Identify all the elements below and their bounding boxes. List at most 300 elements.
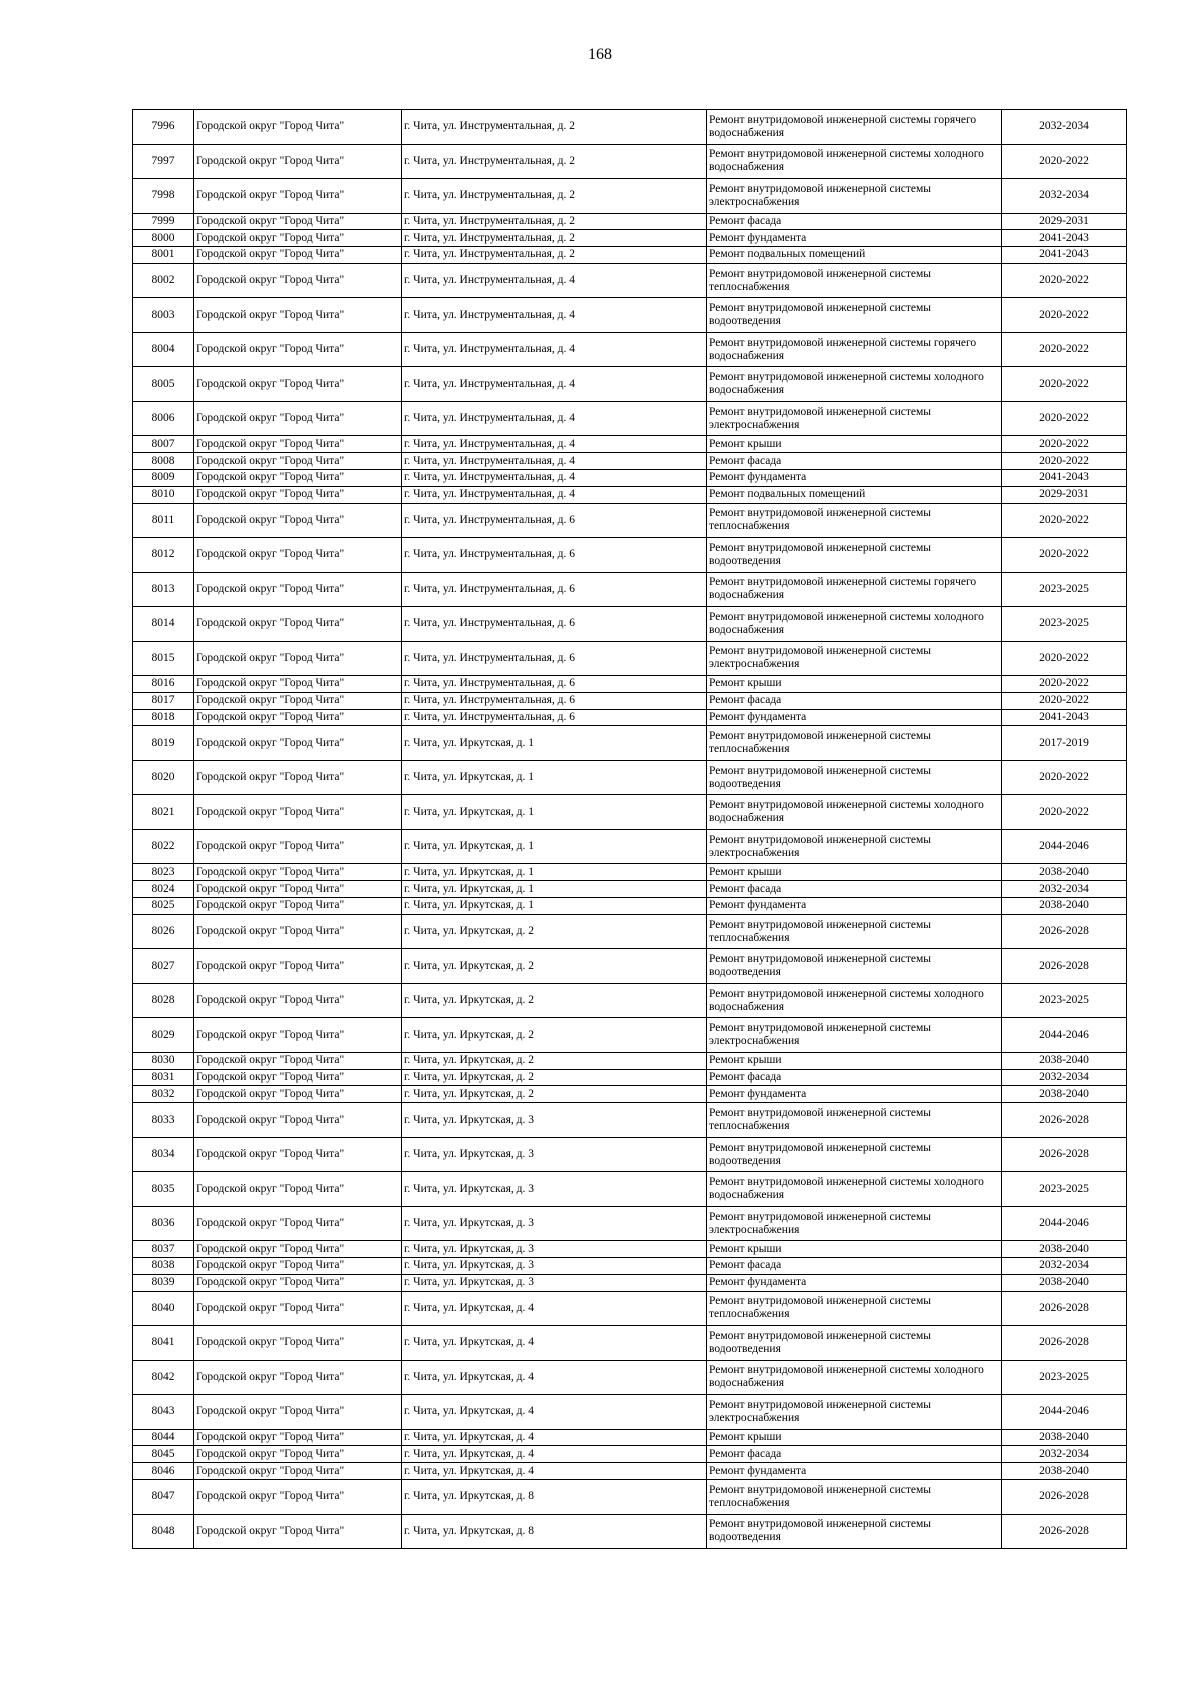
address-cell: г. Чита, ул. Иркутская, д. 3 [402, 1241, 707, 1258]
address-cell: г. Чита, ул. Инструментальная, д. 6 [402, 572, 707, 607]
work-type-cell: Ремонт фундамента [707, 1274, 1002, 1291]
address-cell: г. Чита, ул. Иркутская, д. 4 [402, 1326, 707, 1361]
period-cell: 2017-2019 [1002, 726, 1127, 761]
municipality-cell: Городской округ "Город Чита" [194, 572, 402, 607]
table-row [133, 709, 1127, 726]
work-type-cell: Ремонт фундамента [707, 1463, 1002, 1480]
period-cell: 2020-2022 [1002, 367, 1127, 402]
municipality-cell: Городской округ "Город Чита" [194, 1446, 402, 1463]
work-type-cell: Ремонт внутридомовой инженерной системы горячего водоснабжения [707, 572, 1002, 607]
work-type-cell: Ремонт внутридомовой инженерной системы водоотведения [707, 298, 1002, 333]
work-type-cell: Ремонт крыши [707, 676, 1002, 693]
municipality-cell: Городской округ "Город Чита" [194, 1360, 402, 1395]
work-type-cell: Ремонт внутридомовой инженерной системы горячего водоснабжения [707, 110, 1002, 145]
period-cell: 2023-2025 [1002, 1172, 1127, 1207]
work-type-cell: Ремонт фасада [707, 1069, 1002, 1086]
address-cell: г. Чита, ул. Иркутская, д. 1 [402, 829, 707, 864]
municipality-cell: Городской округ "Город Чита" [194, 829, 402, 864]
period-cell: 2020-2022 [1002, 503, 1127, 538]
row-number: 7997 [133, 144, 194, 179]
row-number: 8032 [133, 1086, 194, 1103]
table-row [133, 1463, 1127, 1480]
period-cell: 2038-2040 [1002, 898, 1127, 915]
municipality-cell: Городской округ "Город Чита" [194, 110, 402, 145]
address-cell: г. Чита, ул. Инструментальная, д. 4 [402, 469, 707, 486]
row-number: 8012 [133, 538, 194, 573]
table-row [133, 1274, 1127, 1291]
municipality-cell: Городской округ "Город Чита" [194, 453, 402, 470]
municipality-cell: Городской округ "Город Чита" [194, 230, 402, 247]
period-cell: 2023-2025 [1002, 1360, 1127, 1395]
municipality-cell: Городской округ "Город Чита" [194, 1274, 402, 1291]
period-cell: 2026-2028 [1002, 1291, 1127, 1326]
period-cell: 2020-2022 [1002, 453, 1127, 470]
work-type-cell: Ремонт фундамента [707, 709, 1002, 726]
municipality-cell: Городской округ "Город Чита" [194, 1069, 402, 1086]
period-cell: 2023-2025 [1002, 572, 1127, 607]
period-cell: 2020-2022 [1002, 795, 1127, 830]
table-row [133, 1086, 1127, 1103]
address-cell: г. Чита, ул. Иркутская, д. 1 [402, 760, 707, 795]
period-cell: 2038-2040 [1002, 1463, 1127, 1480]
address-cell: г. Чита, ул. Иркутская, д. 3 [402, 1172, 707, 1207]
period-cell: 2038-2040 [1002, 1429, 1127, 1446]
row-number: 8044 [133, 1429, 194, 1446]
municipality-cell: Городской округ "Город Чита" [194, 1514, 402, 1549]
address-cell: г. Чита, ул. Инструментальная, д. 2 [402, 230, 707, 247]
row-number: 8042 [133, 1360, 194, 1395]
table-row [133, 829, 1127, 864]
address-cell: г. Чита, ул. Инструментальная, д. 2 [402, 179, 707, 214]
table-row [133, 436, 1127, 453]
work-type-cell: Ремонт крыши [707, 1052, 1002, 1069]
work-type-cell: Ремонт фасада [707, 692, 1002, 709]
address-cell: г. Чита, ул. Инструментальная, д. 6 [402, 538, 707, 573]
period-cell: 2038-2040 [1002, 1086, 1127, 1103]
period-cell: 2038-2040 [1002, 1274, 1127, 1291]
table-row [133, 332, 1127, 367]
municipality-cell: Городской округ "Город Чита" [194, 367, 402, 402]
municipality-cell: Городской округ "Город Чита" [194, 726, 402, 761]
row-number: 8020 [133, 760, 194, 795]
row-number: 8024 [133, 881, 194, 898]
table-row [133, 949, 1127, 984]
work-type-cell: Ремонт внутридомовой инженерной системы электроснабжения [707, 829, 1002, 864]
address-cell: г. Чита, ул. Инструментальная, д. 6 [402, 641, 707, 676]
work-type-cell: Ремонт внутридомовой инженерной системы водоотведения [707, 1137, 1002, 1172]
row-number: 8048 [133, 1514, 194, 1549]
address-cell: г. Чита, ул. Инструментальная, д. 4 [402, 486, 707, 503]
row-number: 7996 [133, 110, 194, 145]
row-number: 8041 [133, 1326, 194, 1361]
municipality-cell: Городской округ "Город Чита" [194, 795, 402, 830]
work-type-cell: Ремонт фундамента [707, 898, 1002, 915]
address-cell: г. Чита, ул. Инструментальная, д. 6 [402, 607, 707, 642]
work-type-cell: Ремонт фасада [707, 1258, 1002, 1275]
municipality-cell: Городской округ "Город Чита" [194, 213, 402, 230]
work-type-cell: Ремонт внутридомовой инженерной системы теплоснабжения [707, 503, 1002, 538]
period-cell: 2038-2040 [1002, 1241, 1127, 1258]
row-number: 8006 [133, 401, 194, 436]
municipality-cell: Городской округ "Город Чита" [194, 1395, 402, 1430]
row-number: 8015 [133, 641, 194, 676]
table-row [133, 1069, 1127, 1086]
work-type-cell: Ремонт внутридомовой инженерной системы электроснабжения [707, 179, 1002, 214]
table-row [133, 572, 1127, 607]
work-type-cell: Ремонт внутридомовой инженерной системы электроснабжения [707, 401, 1002, 436]
municipality-cell: Городской округ "Город Чита" [194, 1326, 402, 1361]
period-cell: 2026-2028 [1002, 1103, 1127, 1138]
municipality-cell: Городской округ "Город Чита" [194, 469, 402, 486]
row-number: 8007 [133, 436, 194, 453]
work-type-cell: Ремонт внутридомовой инженерной системы теплоснабжения [707, 1480, 1002, 1515]
row-number: 8021 [133, 795, 194, 830]
address-cell: г. Чита, ул. Инструментальная, д. 6 [402, 676, 707, 693]
row-number: 7998 [133, 179, 194, 214]
work-type-cell: Ремонт фундамента [707, 469, 1002, 486]
address-cell: г. Чита, ул. Инструментальная, д. 6 [402, 709, 707, 726]
table-row [133, 110, 1127, 145]
table-row [133, 367, 1127, 402]
address-cell: г. Чита, ул. Иркутская, д. 2 [402, 949, 707, 984]
table-row [133, 760, 1127, 795]
row-number: 8040 [133, 1291, 194, 1326]
table-row [133, 864, 1127, 881]
row-number: 8023 [133, 864, 194, 881]
work-type-cell: Ремонт фундамента [707, 230, 1002, 247]
row-number: 8019 [133, 726, 194, 761]
municipality-cell: Городской округ "Город Чита" [194, 1258, 402, 1275]
table-row [133, 1446, 1127, 1463]
repair-works-table [132, 109, 1127, 1549]
row-number: 8039 [133, 1274, 194, 1291]
table-row [133, 983, 1127, 1018]
work-type-cell: Ремонт внутридомовой инженерной системы холодного водоснабжения [707, 1172, 1002, 1207]
address-cell: г. Чита, ул. Иркутская, д. 4 [402, 1395, 707, 1430]
table-row [133, 1052, 1127, 1069]
work-type-cell: Ремонт внутридомовой инженерной системы холодного водоснабжения [707, 795, 1002, 830]
address-cell: г. Чита, ул. Инструментальная, д. 4 [402, 298, 707, 333]
period-cell: 2020-2022 [1002, 332, 1127, 367]
work-type-cell: Ремонт внутридомовой инженерной системы холодного водоснабжения [707, 983, 1002, 1018]
municipality-cell: Городской округ "Город Чита" [194, 1291, 402, 1326]
period-cell: 2038-2040 [1002, 1052, 1127, 1069]
work-type-cell: Ремонт фасада [707, 453, 1002, 470]
table-row [133, 298, 1127, 333]
address-cell: г. Чита, ул. Иркутская, д. 4 [402, 1446, 707, 1463]
table-row [133, 1103, 1127, 1138]
work-type-cell: Ремонт фасада [707, 881, 1002, 898]
address-cell: г. Чита, ул. Иркутская, д. 4 [402, 1291, 707, 1326]
row-number: 8037 [133, 1241, 194, 1258]
address-cell: г. Чита, ул. Иркутская, д. 4 [402, 1360, 707, 1395]
municipality-cell: Городской округ "Город Чита" [194, 864, 402, 881]
municipality-cell: Городской округ "Город Чита" [194, 949, 402, 984]
municipality-cell: Городской округ "Город Чита" [194, 898, 402, 915]
municipality-cell: Городской округ "Город Чита" [194, 607, 402, 642]
municipality-cell: Городской округ "Город Чита" [194, 1137, 402, 1172]
table-row [133, 1395, 1127, 1430]
work-type-cell: Ремонт внутридомовой инженерной системы водоотведения [707, 1326, 1002, 1361]
table-row [133, 1429, 1127, 1446]
row-number: 8030 [133, 1052, 194, 1069]
municipality-cell: Городской округ "Город Чита" [194, 1206, 402, 1241]
work-type-cell: Ремонт внутридомовой инженерной системы холодного водоснабжения [707, 367, 1002, 402]
municipality-cell: Городской округ "Город Чита" [194, 436, 402, 453]
table-row [133, 795, 1127, 830]
municipality-cell: Городской округ "Город Чита" [194, 1086, 402, 1103]
municipality-cell: Городской округ "Город Чита" [194, 760, 402, 795]
address-cell: г. Чита, ул. Инструментальная, д. 2 [402, 213, 707, 230]
row-number: 8046 [133, 1463, 194, 1480]
row-number: 8002 [133, 263, 194, 298]
work-type-cell: Ремонт подвальных помещений [707, 486, 1002, 503]
table-row [133, 692, 1127, 709]
municipality-cell: Городской округ "Город Чита" [194, 1241, 402, 1258]
municipality-cell: Городской округ "Город Чита" [194, 641, 402, 676]
table-row [133, 1326, 1127, 1361]
address-cell: г. Чита, ул. Иркутская, д. 4 [402, 1463, 707, 1480]
table-row [133, 726, 1127, 761]
table-row [133, 914, 1127, 949]
work-type-cell: Ремонт внутридомовой инженерной системы электроснабжения [707, 1206, 1002, 1241]
address-cell: г. Чита, ул. Иркутская, д. 2 [402, 1086, 707, 1103]
period-cell: 2020-2022 [1002, 436, 1127, 453]
work-type-cell: Ремонт крыши [707, 1241, 1002, 1258]
municipality-cell: Городской округ "Город Чита" [194, 692, 402, 709]
municipality-cell: Городской округ "Город Чита" [194, 263, 402, 298]
table-row [133, 401, 1127, 436]
municipality-cell: Городской округ "Город Чита" [194, 881, 402, 898]
address-cell: г. Чита, ул. Иркутская, д. 2 [402, 983, 707, 1018]
municipality-cell: Городской округ "Город Чита" [194, 1429, 402, 1446]
address-cell: г. Чита, ул. Иркутская, д. 1 [402, 881, 707, 898]
period-cell: 2044-2046 [1002, 1018, 1127, 1053]
work-type-cell: Ремонт крыши [707, 864, 1002, 881]
address-cell: г. Чита, ул. Иркутская, д. 3 [402, 1103, 707, 1138]
period-cell: 2026-2028 [1002, 914, 1127, 949]
address-cell: г. Чита, ул. Иркутская, д. 3 [402, 1274, 707, 1291]
period-cell: 2029-2031 [1002, 486, 1127, 503]
address-cell: г. Чита, ул. Иркутская, д. 1 [402, 795, 707, 830]
municipality-cell: Городской округ "Город Чита" [194, 709, 402, 726]
table-row [133, 538, 1127, 573]
municipality-cell: Городской округ "Город Чита" [194, 144, 402, 179]
address-cell: г. Чита, ул. Иркутская, д. 2 [402, 1052, 707, 1069]
address-cell: г. Чита, ул. Иркутская, д. 1 [402, 898, 707, 915]
municipality-cell: Городской округ "Город Чита" [194, 401, 402, 436]
period-cell: 2032-2034 [1002, 1069, 1127, 1086]
municipality-cell: Городской округ "Город Чита" [194, 1018, 402, 1053]
table-row [133, 1360, 1127, 1395]
work-type-cell: Ремонт внутридомовой инженерной системы холодного водоснабжения [707, 607, 1002, 642]
address-cell: г. Чита, ул. Иркутская, д. 8 [402, 1514, 707, 1549]
municipality-cell: Городской округ "Город Чита" [194, 1052, 402, 1069]
row-number: 8035 [133, 1172, 194, 1207]
row-number: 8003 [133, 298, 194, 333]
row-number: 8033 [133, 1103, 194, 1138]
period-cell: 2020-2022 [1002, 263, 1127, 298]
municipality-cell: Городской округ "Город Чита" [194, 983, 402, 1018]
address-cell: г. Чита, ул. Иркутская, д. 2 [402, 914, 707, 949]
page-number: 168 [588, 46, 612, 63]
municipality-cell: Городской округ "Город Чита" [194, 332, 402, 367]
municipality-cell: Городской округ "Город Чита" [194, 179, 402, 214]
table-row [133, 230, 1127, 247]
work-type-cell: Ремонт внутридомовой инженерной системы горячего водоснабжения [707, 332, 1002, 367]
period-cell: 2026-2028 [1002, 1480, 1127, 1515]
period-cell: 2041-2043 [1002, 230, 1127, 247]
row-number: 8038 [133, 1258, 194, 1275]
work-type-cell: Ремонт внутридомовой инженерной системы водоотведения [707, 538, 1002, 573]
row-number: 8009 [133, 469, 194, 486]
period-cell: 2032-2034 [1002, 1446, 1127, 1463]
address-cell: г. Чита, ул. Иркутская, д. 8 [402, 1480, 707, 1515]
work-type-cell: Ремонт внутридомовой инженерной системы водоотведения [707, 760, 1002, 795]
municipality-cell: Городской округ "Город Чита" [194, 1480, 402, 1515]
address-cell: г. Чита, ул. Иркутская, д. 2 [402, 1069, 707, 1086]
period-cell: 2023-2025 [1002, 983, 1127, 1018]
work-type-cell: Ремонт подвальных помещений [707, 247, 1002, 264]
work-type-cell: Ремонт фасада [707, 213, 1002, 230]
period-cell: 2041-2043 [1002, 469, 1127, 486]
row-number: 8013 [133, 572, 194, 607]
address-cell: г. Чита, ул. Иркутская, д. 1 [402, 726, 707, 761]
municipality-cell: Городской округ "Город Чита" [194, 298, 402, 333]
address-cell: г. Чита, ул. Иркутская, д. 3 [402, 1258, 707, 1275]
row-number: 8025 [133, 898, 194, 915]
row-number: 8001 [133, 247, 194, 264]
period-cell: 2020-2022 [1002, 401, 1127, 436]
row-number: 8014 [133, 607, 194, 642]
row-number: 8034 [133, 1137, 194, 1172]
row-number: 8018 [133, 709, 194, 726]
row-number: 8005 [133, 367, 194, 402]
table-row [133, 1258, 1127, 1275]
row-number: 8029 [133, 1018, 194, 1053]
table-row [133, 144, 1127, 179]
table-row [133, 1514, 1127, 1549]
period-cell: 2026-2028 [1002, 1514, 1127, 1549]
work-type-cell: Ремонт внутридомовой инженерной системы теплоснабжения [707, 1291, 1002, 1326]
table-row [133, 1291, 1127, 1326]
period-cell: 2041-2043 [1002, 247, 1127, 264]
row-number: 8008 [133, 453, 194, 470]
address-cell: г. Чита, ул. Иркутская, д. 1 [402, 864, 707, 881]
municipality-cell: Городской округ "Город Чита" [194, 503, 402, 538]
work-type-cell: Ремонт внутридомовой инженерной системы теплоснабжения [707, 726, 1002, 761]
work-type-cell: Ремонт внутридомовой инженерной системы теплоснабжения [707, 263, 1002, 298]
period-cell: 2020-2022 [1002, 298, 1127, 333]
address-cell: г. Чита, ул. Иркутская, д. 3 [402, 1206, 707, 1241]
municipality-cell: Городской округ "Город Чита" [194, 486, 402, 503]
row-number: 8017 [133, 692, 194, 709]
table-row [133, 1241, 1127, 1258]
work-type-cell: Ремонт крыши [707, 436, 1002, 453]
table-row [133, 503, 1127, 538]
municipality-cell: Городской округ "Город Чита" [194, 1463, 402, 1480]
address-cell: г. Чита, ул. Иркутская, д. 3 [402, 1137, 707, 1172]
municipality-cell: Городской округ "Город Чита" [194, 247, 402, 264]
table-row [133, 1480, 1127, 1515]
row-number: 8045 [133, 1446, 194, 1463]
period-cell: 2044-2046 [1002, 1206, 1127, 1241]
table-row [133, 607, 1127, 642]
period-cell: 2038-2040 [1002, 864, 1127, 881]
table-row [133, 213, 1127, 230]
table-row [133, 179, 1127, 214]
address-cell: г. Чита, ул. Инструментальная, д. 4 [402, 367, 707, 402]
period-cell: 2032-2034 [1002, 1258, 1127, 1275]
work-type-cell: Ремонт внутридомовой инженерной системы теплоснабжения [707, 1103, 1002, 1138]
period-cell: 2020-2022 [1002, 641, 1127, 676]
work-type-cell: Ремонт внутридомовой инженерной системы электроснабжения [707, 1018, 1002, 1053]
row-number: 8043 [133, 1395, 194, 1430]
address-cell: г. Чита, ул. Инструментальная, д. 6 [402, 692, 707, 709]
table-body [133, 110, 1127, 1549]
period-cell: 2020-2022 [1002, 760, 1127, 795]
work-type-cell: Ремонт фасада [707, 1446, 1002, 1463]
table-row [133, 469, 1127, 486]
row-number: 7999 [133, 213, 194, 230]
table-row [133, 263, 1127, 298]
address-cell: г. Чита, ул. Инструментальная, д. 4 [402, 263, 707, 298]
table-row [133, 1172, 1127, 1207]
row-number: 8036 [133, 1206, 194, 1241]
period-cell: 2026-2028 [1002, 949, 1127, 984]
period-cell: 2044-2046 [1002, 829, 1127, 864]
table-row [133, 898, 1127, 915]
table-row [133, 641, 1127, 676]
row-number: 8011 [133, 503, 194, 538]
period-cell: 2020-2022 [1002, 692, 1127, 709]
period-cell: 2032-2034 [1002, 179, 1127, 214]
address-cell: г. Чита, ул. Инструментальная, д. 2 [402, 247, 707, 264]
table-row [133, 453, 1127, 470]
row-number: 8028 [133, 983, 194, 1018]
period-cell: 2044-2046 [1002, 1395, 1127, 1430]
municipality-cell: Городской округ "Город Чита" [194, 1172, 402, 1207]
address-cell: г. Чита, ул. Инструментальная, д. 2 [402, 144, 707, 179]
address-cell: г. Чита, ул. Иркутская, д. 2 [402, 1018, 707, 1053]
table-row [133, 486, 1127, 503]
row-number: 8000 [133, 230, 194, 247]
work-type-cell: Ремонт крыши [707, 1429, 1002, 1446]
period-cell: 2032-2034 [1002, 110, 1127, 145]
work-type-cell: Ремонт фундамента [707, 1086, 1002, 1103]
work-type-cell: Ремонт внутридомовой инженерной системы электроснабжения [707, 1395, 1002, 1430]
row-number: 8047 [133, 1480, 194, 1515]
period-cell: 2020-2022 [1002, 538, 1127, 573]
address-cell: г. Чита, ул. Инструментальная, д. 6 [402, 503, 707, 538]
period-cell: 2020-2022 [1002, 144, 1127, 179]
address-cell: г. Чита, ул. Инструментальная, д. 4 [402, 332, 707, 367]
work-type-cell: Ремонт внутридомовой инженерной системы холодного водоснабжения [707, 144, 1002, 179]
period-cell: 2029-2031 [1002, 213, 1127, 230]
row-number: 8026 [133, 914, 194, 949]
period-cell: 2026-2028 [1002, 1326, 1127, 1361]
work-type-cell: Ремонт внутридомовой инженерной системы холодного водоснабжения [707, 1360, 1002, 1395]
row-number: 8031 [133, 1069, 194, 1086]
address-cell: г. Чита, ул. Иркутская, д. 4 [402, 1429, 707, 1446]
municipality-cell: Городской округ "Город Чита" [194, 538, 402, 573]
period-cell: 2020-2022 [1002, 676, 1127, 693]
address-cell: г. Чита, ул. Инструментальная, д. 4 [402, 436, 707, 453]
row-number: 8027 [133, 949, 194, 984]
municipality-cell: Городской округ "Город Чита" [194, 676, 402, 693]
table-row [133, 881, 1127, 898]
address-cell: г. Чита, ул. Инструментальная, д. 4 [402, 453, 707, 470]
